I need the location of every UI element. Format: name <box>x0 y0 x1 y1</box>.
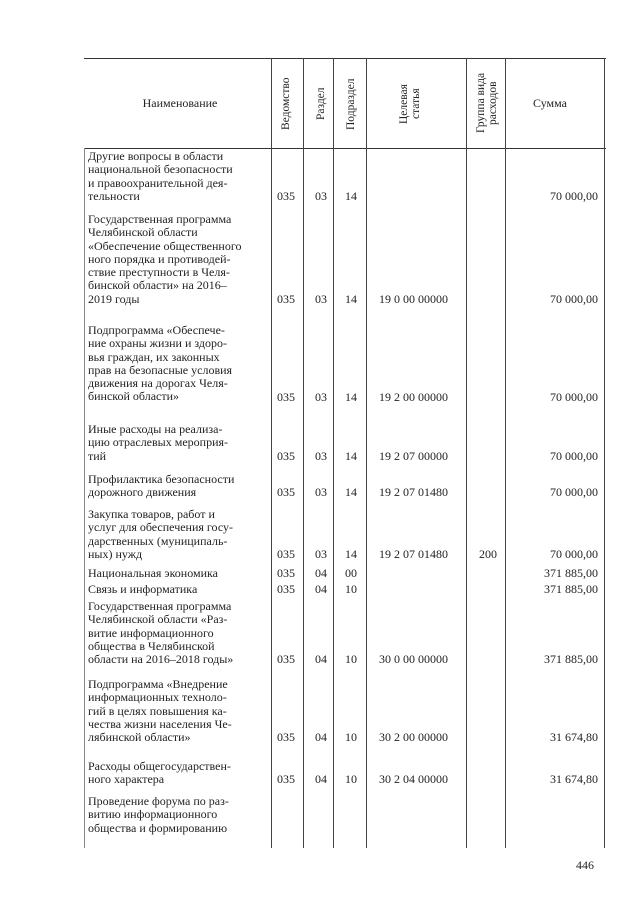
row-ved: 035 <box>277 566 295 580</box>
row-cel: 19 2 00 00000 <box>379 389 448 404</box>
row-name-line: бинской области» на 2016– <box>88 278 227 293</box>
row-raz: 03 <box>315 485 327 500</box>
row-name-line: Подпрограмма «Обеспече- <box>88 323 225 337</box>
row-name-line: дарственных (муниципаль- <box>88 533 228 548</box>
row-name <box>88 423 266 463</box>
row-ved: 035 <box>277 546 295 561</box>
row-raz: 03 <box>315 291 327 306</box>
row-name-line: витие информационного <box>88 625 214 640</box>
row-cel: 19 0 00 00000 <box>379 291 448 306</box>
row-name <box>88 324 266 404</box>
row-cel: 30 2 04 00000 <box>379 772 448 787</box>
row-name-line: информационных техноло- <box>88 690 227 705</box>
row-sum: 70 000,00 <box>550 448 598 463</box>
row-cel: 19 2 07 01480 <box>379 546 448 561</box>
header-name: Наименование <box>142 96 218 110</box>
row-name-line: вья граждан, их законных <box>88 349 220 364</box>
page-number: 446 <box>576 858 594 872</box>
row-ved: 035 <box>277 188 295 203</box>
row-sum: 70 000,00 <box>550 188 598 203</box>
row-ved: 035 <box>277 772 295 787</box>
row-name-line: тий <box>88 448 107 463</box>
header-vedomstvo: Ведомство <box>280 77 292 131</box>
row-name-line: общества и формированию <box>88 820 228 835</box>
col-line-cel <box>466 58 467 848</box>
row-name-line: тельности <box>88 188 140 203</box>
row-name <box>88 150 266 203</box>
row-name-line: гий в целях повышения ка- <box>88 703 227 718</box>
row-pod: 10 <box>345 772 357 787</box>
row-raz: 04 <box>315 730 327 745</box>
row-sum: 70 000,00 <box>550 291 598 306</box>
header-gruppa: Группа вида расходов <box>475 72 499 134</box>
row-name-line: бинской области» <box>88 389 180 404</box>
row-sum: 31 674,80 <box>550 772 598 787</box>
row-raz: 03 <box>315 448 327 463</box>
row-name-line: Челябинской области <box>88 225 198 240</box>
col-line-left <box>84 148 85 848</box>
row-cel: 19 2 07 00000 <box>379 448 448 463</box>
row-raz: 04 <box>315 772 327 787</box>
row-ved: 035 <box>277 291 295 306</box>
row-ved: 035 <box>277 730 295 745</box>
row-pod: 10 <box>345 730 357 745</box>
header-summa: Сумма <box>533 96 567 110</box>
row-name-line: дорожного движения <box>88 485 197 500</box>
row-name-line: ствие преступности в Челя- <box>88 265 230 280</box>
row-name-line: Проведение форума по раз- <box>88 794 229 808</box>
row-grp: 200 <box>479 546 497 561</box>
row-name <box>88 760 266 787</box>
row-name-line: движения на дорогах Челя- <box>88 376 228 391</box>
row-name <box>88 583 266 596</box>
row-ved: 035 <box>277 389 295 404</box>
row-pod: 10 <box>345 582 357 596</box>
row-pod: 14 <box>345 485 357 500</box>
row-pod: 14 <box>345 291 357 306</box>
col-line-ved <box>303 58 304 848</box>
row-pod: 00 <box>345 566 357 580</box>
row-name-line: лябинской области» <box>88 730 191 745</box>
row-name-line: области на 2016–2018 годы» <box>88 652 234 667</box>
row-ved: 035 <box>277 582 295 596</box>
row-pod: 14 <box>345 448 357 463</box>
row-name-line: Закупка товаров, работ и <box>88 507 215 521</box>
row-name-line: ных) нужд <box>88 546 143 561</box>
row-raz: 04 <box>315 582 327 596</box>
row-pod: 14 <box>345 546 357 561</box>
row-sum: 31 674,80 <box>550 730 598 745</box>
row-name-line: Национальная экономика <box>88 566 218 580</box>
header-celevaya: Целевая статья <box>398 84 422 124</box>
row-name-line: Челябинской области «Раз- <box>88 612 228 627</box>
row-name-line: Расходы общегосударствен- <box>88 759 231 773</box>
row-name-line: Иные расходы на реализа- <box>88 422 223 436</box>
row-name-line: национальной безопасности <box>88 162 233 177</box>
header-razdel: Раздел <box>315 87 327 121</box>
row-name-line: «Обеспечение общественного <box>88 238 242 253</box>
row-pod: 14 <box>345 188 357 203</box>
row-name-line: ного порядка и противодей- <box>88 251 231 266</box>
row-sum: 70 000,00 <box>550 546 598 561</box>
col-line-name <box>271 58 272 848</box>
row-name-line: Другие вопросы в области <box>88 149 224 163</box>
row-raz: 04 <box>315 652 327 667</box>
col-line-raz <box>333 58 334 848</box>
row-name-line: общества в Челябинской <box>88 638 215 653</box>
row-name-line: Подпрограмма «Внедрение <box>88 677 228 691</box>
row-name-line: Профилактика безопасности <box>88 472 235 486</box>
row-sum: 371 885,00 <box>544 652 598 667</box>
col-line-right <box>604 58 605 848</box>
row-name-line: цию отраслевых мероприя- <box>88 435 229 450</box>
row-name <box>88 473 266 500</box>
col-line-pod <box>366 58 367 848</box>
row-name <box>88 508 266 561</box>
row-ved: 035 <box>277 652 295 667</box>
row-cel: 30 0 00 00000 <box>379 652 448 667</box>
table-top-border <box>84 58 606 59</box>
row-name <box>88 213 266 306</box>
row-name-line: прав на безопасные условия <box>88 362 233 377</box>
header-podrazdel: Подраздел <box>345 78 357 130</box>
row-name <box>88 567 266 580</box>
row-name-line: услуг для обеспечения госу- <box>88 520 234 535</box>
row-name-line: и правоохранительной дея- <box>88 175 228 190</box>
row-name-line: чества жизни населения Че- <box>88 716 232 731</box>
row-sum: 70 000,00 <box>550 389 598 404</box>
row-sum: 70 000,00 <box>550 485 598 500</box>
row-name-line: ного характера <box>88 772 165 787</box>
col-line-grp <box>505 58 506 848</box>
row-raz: 03 <box>315 188 327 203</box>
row-raz: 03 <box>315 546 327 561</box>
row-raz: 04 <box>315 566 327 580</box>
row-name <box>88 600 266 666</box>
row-sum: 371 885,00 <box>544 566 598 580</box>
row-ved: 035 <box>277 485 295 500</box>
row-cel: 19 2 07 01480 <box>379 485 448 500</box>
row-name-line: Государственная программа <box>88 212 232 226</box>
row-raz: 03 <box>315 389 327 404</box>
row-pod: 14 <box>345 389 357 404</box>
row-name <box>88 678 266 744</box>
row-sum: 371 885,00 <box>544 582 598 596</box>
row-name-line: ние охраны жизни и здоро- <box>88 336 228 351</box>
row-name-line: 2019 годы <box>88 291 140 306</box>
row-name-line: витию информационного <box>88 807 218 822</box>
row-name <box>88 795 266 835</box>
row-name-line: Связь и информатика <box>88 582 198 596</box>
row-pod: 10 <box>345 652 357 667</box>
row-cel: 30 2 00 00000 <box>379 730 448 745</box>
row-name-line: Государственная программа <box>88 599 232 613</box>
row-ved: 035 <box>277 448 295 463</box>
